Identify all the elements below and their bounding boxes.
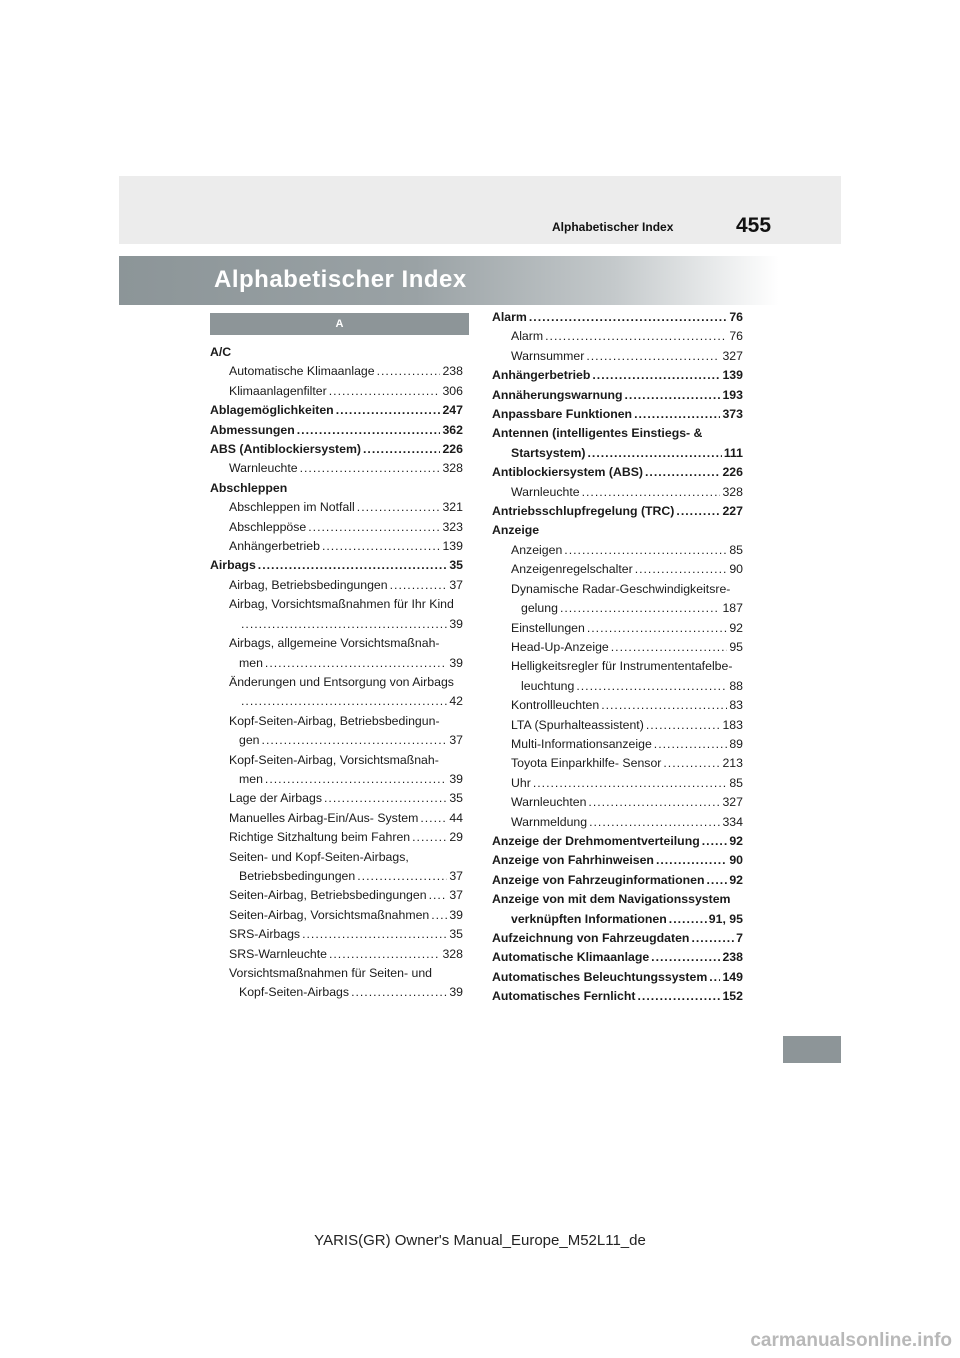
dot-leader [357, 498, 441, 517]
dot-leader [669, 910, 707, 929]
index-entry-label: Aufzeichnung von Fahrzeugdaten [492, 931, 690, 945]
index-entry-label: Einstellungen [511, 620, 585, 635]
index-entry [492, 987, 743, 1006]
index-entry-page: 227 [722, 504, 743, 519]
dot-leader [564, 541, 727, 560]
index-entry-page: 88 [729, 678, 743, 693]
index-entry [492, 716, 743, 735]
dot-leader [646, 716, 721, 735]
index-entry-label: Ablagemöglichkeiten [210, 403, 334, 418]
index-entry-page: 39 [449, 771, 463, 786]
index-entry-label: Abschleppen im Notfall [229, 500, 355, 515]
index-entry-page: 76 [729, 329, 743, 344]
index-entry-page: 321 [442, 500, 463, 515]
index-entry-label: Abschleppöse [229, 519, 307, 534]
index-entry-page: 85 [729, 542, 743, 557]
index-entry-label: Automatisches Fernlicht [492, 989, 636, 1004]
index-entry [492, 929, 743, 948]
dot-leader [241, 615, 447, 634]
dot-leader [241, 692, 447, 711]
index-entry-page: 7 [736, 931, 743, 945]
index-entry-label: Automatische Klimaanlage [492, 950, 650, 965]
index-entry-label: Abmessungen [210, 422, 295, 437]
dot-leader [663, 754, 720, 773]
index-entry-page: 187 [722, 601, 743, 616]
index-entry-label: Uhr [511, 775, 531, 790]
index-entry-label: Seiten-Airbag, Betriebsbedingungen [229, 888, 427, 903]
index-entry-page: 76 [729, 310, 743, 324]
index-entry [492, 347, 743, 366]
index-entry [492, 774, 743, 793]
index-entry [492, 599, 743, 618]
index-entry [210, 556, 463, 575]
index-entry-label: Automatisches Beleuchtungssystem [492, 969, 708, 984]
index-entry-page: 323 [442, 519, 463, 534]
dot-leader [709, 968, 720, 987]
index-entry: Airbags, allgemeine Vorsichtsmaßnah- [229, 636, 440, 651]
index-entry-label: Seiten-Airbag, Vorsichtsmaßnahmen [229, 907, 430, 922]
index-entry [210, 770, 463, 789]
index-entry [210, 945, 463, 964]
index-entry-label: Betriebsbedingungen [239, 868, 356, 883]
index-entry [492, 793, 743, 812]
index-entry-label: Annäherungswarnung [492, 387, 623, 402]
index-entry [492, 308, 743, 327]
index-entry-page: 328 [442, 461, 463, 476]
index-entry [492, 832, 743, 851]
index-entry [210, 809, 463, 828]
index-entry [492, 948, 743, 967]
header-band [119, 176, 841, 244]
index-entry [492, 813, 743, 832]
index-entry [210, 925, 463, 944]
dot-leader [351, 983, 447, 1002]
index-entry-page: 39 [449, 907, 463, 922]
index-entry-label: Alarm [511, 329, 544, 344]
index-entry-label: Toyota Einparkhilfe- Sensor [511, 756, 662, 771]
dot-leader [635, 560, 728, 579]
index-entry-page: 35 [449, 791, 463, 806]
index-entry [492, 502, 743, 521]
index-entry [492, 754, 743, 773]
index-entry [492, 541, 743, 560]
index-entry-page: 37 [449, 733, 463, 748]
index-entry [210, 440, 463, 459]
index-entry [210, 654, 463, 673]
index-entry [492, 463, 743, 482]
dot-leader [533, 774, 727, 793]
index-entry-label: Warnleuchte [511, 484, 580, 499]
dot-leader [651, 948, 720, 967]
index-entry [210, 828, 463, 847]
index-entry-page: 92 [729, 872, 743, 887]
dot-leader [431, 906, 447, 925]
running-title: Alphabetischer Index [552, 220, 674, 234]
index-entry [210, 518, 463, 537]
index-entry-page: 183 [722, 717, 743, 732]
index-entry [210, 421, 463, 440]
index-entry [492, 735, 743, 754]
index-entry-page: 238 [722, 950, 743, 965]
index-entry-page: 334 [722, 814, 743, 829]
index-entry-page: 193 [722, 387, 743, 402]
index-entry [492, 560, 743, 579]
index-entry-label: Warnmeldung [511, 814, 588, 829]
index-entry-page: 39 [449, 655, 463, 670]
index-entry-page: 83 [729, 698, 743, 713]
index-entry [492, 696, 743, 715]
dot-leader [412, 828, 447, 847]
dot-leader [560, 599, 721, 618]
index-entry-page: 44 [449, 810, 463, 825]
index-entry: Kopf-Seiten-Airbag, Betriebsbedingun- [229, 713, 440, 728]
dot-leader [322, 537, 441, 556]
index-entry: A/C [210, 345, 232, 359]
index-entry-page: 373 [722, 407, 743, 422]
index-entry [210, 867, 463, 886]
index-entry-label: gen [239, 733, 260, 748]
index-entry: Anzeige von mit dem Navigationssystem [492, 892, 731, 907]
dot-leader [262, 731, 448, 750]
index-entry-label: Anzeigenregelschalter [511, 562, 633, 577]
index-entry: Antennen (intelligentes Einstiegs- & [492, 426, 703, 441]
index-entry-label: gelung [521, 601, 558, 616]
dot-leader [634, 405, 720, 424]
dot-leader [363, 440, 440, 459]
index-entry-page: 139 [442, 539, 463, 554]
index-entry [210, 615, 463, 634]
index-entry-label: leuchtung [521, 678, 575, 693]
index-entry [210, 576, 463, 595]
index-entry-page: 238 [442, 364, 463, 379]
index-entry-page: 139 [722, 368, 743, 383]
dot-leader [588, 444, 722, 463]
index-entry-label: Antiblockiersystem (ABS) [492, 465, 644, 480]
index-entry-page: 39 [449, 985, 463, 1000]
dot-leader [336, 401, 441, 420]
page-number: 455 [736, 214, 772, 237]
index-entry-label: Manuelles Airbag-Ein/Aus- System [229, 810, 419, 825]
index-entry-label: Anzeige von Fahrzeuginformationen [492, 872, 705, 887]
index-entry-page: 327 [722, 795, 743, 810]
index-entry-label: Lage der Airbags [229, 791, 322, 806]
index-entry [210, 459, 463, 478]
index-entry [492, 405, 743, 424]
index-entry-page: 42 [449, 694, 463, 709]
index-entry-page: 37 [449, 888, 463, 903]
index-entry-label: Richtige Sitzhaltung beim Fahren [229, 830, 411, 845]
index-entry [492, 366, 743, 385]
index-entry-page: 226 [442, 442, 463, 457]
index-entry-label: SRS-Warnleuchte [229, 946, 327, 961]
index-entry [210, 692, 463, 711]
dot-leader [702, 832, 728, 851]
index-entry-page: 85 [729, 775, 743, 790]
index-entry-label: Airbags [210, 558, 256, 573]
index-entry-page: 92 [729, 620, 743, 635]
index-entry-page: 247 [442, 403, 463, 418]
index-entry [210, 498, 463, 517]
index-entry-label: Kopf-Seiten-Airbags [239, 985, 350, 1000]
dot-leader [429, 886, 448, 905]
index-entry [210, 731, 463, 750]
index-entry-label: Startsystem) [511, 445, 586, 460]
dot-leader [587, 619, 727, 638]
index-entry-page: 152 [722, 989, 743, 1004]
index-entry [210, 983, 463, 1002]
index-entry-label: Warnleuchte [229, 461, 298, 476]
page-footer: YARIS(GR) Owner's Manual_Europe_M52L11_de [314, 1232, 646, 1249]
index-entry [492, 910, 743, 929]
index-entry: Vorsichtsmaßnahmen für Seiten- und [229, 966, 433, 980]
index-entry-label: Anhängerbetrieb [492, 368, 591, 383]
dot-leader [582, 483, 721, 502]
index-entry-page: 149 [722, 969, 743, 984]
dot-leader [706, 871, 727, 890]
index-entry [210, 886, 463, 905]
index-entry-label: LTA (Spurhalteassistent) [511, 717, 644, 732]
index-entry [492, 968, 743, 987]
watermark: carmanualsonline.info [750, 1330, 952, 1351]
index-entry-label: SRS-Airbags [229, 927, 301, 942]
dot-leader [377, 362, 441, 381]
index-entry-page: 328 [722, 484, 743, 499]
index-entry: Änderungen und Entsorgung von Airbags [229, 674, 454, 689]
index-entry-page: 91, 95 [708, 911, 743, 926]
index-entry-label: Klimaanlagenfilter [229, 383, 327, 398]
dot-leader [300, 459, 441, 478]
index-entry-page: 226 [722, 465, 743, 480]
index-entry-label: Alarm [492, 310, 527, 324]
index-entry: Abschleppen [210, 480, 288, 495]
index-entry-label: verknüpften Informationen [511, 911, 667, 926]
index-entry-label: Anpassbare Funktionen [492, 407, 633, 422]
dot-leader [545, 327, 727, 346]
index-entry [492, 677, 743, 696]
letter-section-header: A [210, 313, 469, 335]
index-entry [492, 619, 743, 638]
dot-leader [529, 308, 727, 327]
dot-leader [589, 813, 720, 832]
index-entry-page: 90 [729, 853, 743, 868]
index-entry-page: 90 [729, 562, 743, 577]
dot-leader [676, 502, 720, 521]
dot-leader [645, 463, 720, 482]
index-entry: Airbag, Vorsichtsmaßnahmen für Ihr Kind [229, 597, 454, 612]
index-entry [492, 871, 743, 890]
index-entry [492, 444, 743, 463]
dot-leader [654, 735, 728, 754]
dot-leader [592, 366, 720, 385]
dot-leader [691, 929, 734, 948]
index-entry-page: 35 [449, 927, 463, 942]
index-entry: Kopf-Seiten-Airbag, Vorsichtsmaßnah- [229, 752, 439, 767]
dot-leader [586, 347, 720, 366]
index-entry-page: 362 [442, 422, 463, 437]
dot-leader [302, 925, 447, 944]
dot-leader [357, 867, 447, 886]
index-entry [210, 362, 463, 381]
index-entry-label: men [239, 655, 263, 670]
dot-leader [297, 421, 441, 440]
dot-leader [265, 770, 447, 789]
page-title: Alphabetischer Index [214, 266, 467, 293]
index-entry: Helligkeitsregler für Instrumententafelbe- [511, 659, 733, 674]
index-entry-label: Anzeigen [511, 542, 563, 557]
index-entry: Anzeige [492, 523, 540, 538]
dot-leader [625, 386, 721, 405]
dot-leader [420, 809, 447, 828]
dot-leader [258, 556, 448, 575]
index-entry [210, 401, 463, 420]
index-entry: Dynamische Radar-Geschwindigkeitsre- [511, 581, 731, 596]
index-entry [492, 638, 743, 657]
index-entry-label: ABS (Antiblockiersystem) [210, 442, 362, 457]
dot-leader [324, 789, 447, 808]
index-entry [210, 789, 463, 808]
index-entry [492, 851, 743, 870]
index-entry-page: 37 [449, 868, 463, 883]
index-entry [492, 386, 743, 405]
index-entry-label: Airbag, Betriebsbedingungen [229, 577, 388, 592]
index-entry-label: Antriebsschlupfregelung (TRC) [492, 504, 675, 519]
index-entry-label: Warnleuchten [511, 795, 587, 810]
dot-leader [588, 793, 720, 812]
dot-leader [265, 654, 447, 673]
dot-leader [656, 851, 727, 870]
index-entry-page: 95 [729, 639, 743, 654]
index-entry-label: Anzeige der Drehmomentverteilung [492, 833, 700, 848]
dot-leader [329, 382, 441, 401]
index-entry: Seiten- und Kopf-Seiten-Airbags, [229, 849, 409, 864]
dot-leader [611, 638, 728, 657]
index-column-right [492, 308, 743, 1007]
index-entry-page: 37 [449, 577, 463, 592]
index-entry-page: 306 [442, 383, 463, 398]
dot-leader [576, 677, 727, 696]
index-entry-page: 92 [729, 833, 743, 848]
index-entry-page: 111 [723, 445, 743, 460]
dot-leader [638, 987, 721, 1006]
index-entry-label: Automatische Klimaanlage [229, 364, 375, 379]
dot-leader [329, 945, 441, 964]
dot-leader [601, 696, 727, 715]
index-entry [210, 537, 463, 556]
index-entry [210, 906, 463, 925]
index-entry-label: Anzeige von Fahrhinweisen [492, 853, 654, 868]
index-entry-label: men [239, 771, 263, 786]
index-entry [492, 327, 743, 346]
index-entry-page: 39 [449, 616, 463, 631]
dot-leader [308, 518, 440, 537]
index-entry-page: 29 [449, 830, 463, 845]
index-entry-label: Warnsummer [511, 348, 585, 363]
index-entry-label: Head-Up-Anzeige [511, 639, 609, 654]
index-column-left [210, 343, 463, 1003]
dot-leader [390, 576, 448, 595]
index-entry-label: Anhängerbetrieb [229, 539, 320, 554]
index-entry-page: 328 [442, 946, 463, 961]
index-entry-label: Multi-Informationsanzeige [511, 736, 652, 751]
index-entry-page: 35 [449, 558, 463, 573]
chapter-edge-tab [783, 1036, 841, 1063]
index-entry-page: 327 [722, 348, 743, 363]
index-entry-label: Kontrollleuchten [511, 698, 600, 713]
index-entry [492, 483, 743, 502]
index-entry-page: 213 [722, 756, 743, 771]
index-entry-page: 89 [729, 736, 743, 751]
index-entry [210, 382, 463, 401]
